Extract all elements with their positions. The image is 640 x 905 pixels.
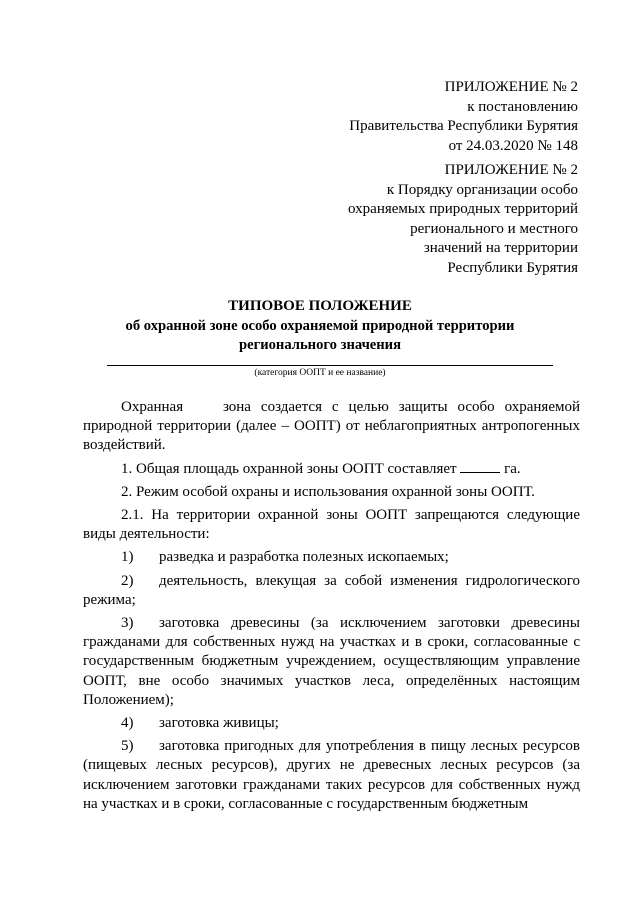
list-item-text: разведка и разработка полезных ископаемых; [159,549,449,566]
list-item-text: деятельность, влекущая за собой изменения гидрологического режима; [83,572,580,608]
paragraph-1 [83,460,580,479]
appendix-title: ПРИЛОЖЕНИЕ № 2 [444,79,578,95]
list-item-number: 2) [121,572,134,589]
title-line: ТИПОВОЕ ПОЛОЖЕНИЕ [228,298,412,314]
appendix-line: к Порядку организации особо [386,181,578,198]
list-item-number: 4) [121,715,134,732]
appendix-line: Республики Бурятия [447,259,578,276]
list-item [83,714,580,733]
list-item-number: 3) [121,615,134,632]
list-item [83,614,580,710]
list-item [83,737,580,814]
appendix-line: к постановлению [467,98,578,115]
title-line: регионального значения [239,337,401,353]
paragraph-1-text: 1. Общая площадь охранной зоны ООПТ составляет [121,460,457,477]
area-blank [460,471,500,473]
list-item [83,548,580,567]
appendix-line: от 24.03.2020 № 148 [448,137,578,154]
appendix-line: регионального и местного [410,220,578,237]
paragraph-1-unit: га. [504,460,521,477]
title-line: об охранной зоне особо охраняемой природной территории [125,317,515,334]
document-title [0,297,640,356]
intro-paragraph: Охранная зона создается с целью защиты особо охраняемой природной территории (далее – ООПТ) от неблагоприятных антропогенных воздействий. [83,399,584,454]
list-item-text: заготовка древесины (за исключением заготовки древесины гражданами для собственных нужд на участках и в сроки, согласованные с государственным бюджетным учреждением, осуществляющим управление ООПТ, вне особо значимых участков леса, определённых настоящим Положением); [83,615,580,708]
appendix-title: ПРИЛОЖЕНИЕ № 2 [444,162,578,178]
list-item-text: заготовка пригодных для употребления в пищу лесных ресурсов (пищевых лесных ресурсов), других не древесных лесных ресурсов (за исключением заготовки гражданами таких ресурсов для собственных нужд на участках и в сроки, согласованные с государственным бюджетным [83,738,580,812]
appendix-header-order [348,161,578,278]
appendix-header-resolution [349,78,578,156]
fill-in-caption: (категория ООПТ и ее название) [254,368,386,378]
appendix-line: значений на территории [423,240,578,256]
document-body [83,398,584,814]
appendix-line: охраняемых природных территорий [348,201,578,217]
list-item-number: 5) [121,738,134,755]
appendix-line: Правительства Республики Бурятия [349,118,578,134]
fill-in-line [107,365,553,366]
paragraph-2-1: 2.1. На территории охранной зоны ООПТ запрещаются следующие виды деятельности: [83,507,580,543]
list-item [83,572,580,610]
list-item-number: 1) [121,549,134,566]
paragraph-2: 2. Режим особой охраны и использования охранной зоны ООПТ. [121,483,535,500]
list-item-text: заготовка живицы; [159,715,279,732]
